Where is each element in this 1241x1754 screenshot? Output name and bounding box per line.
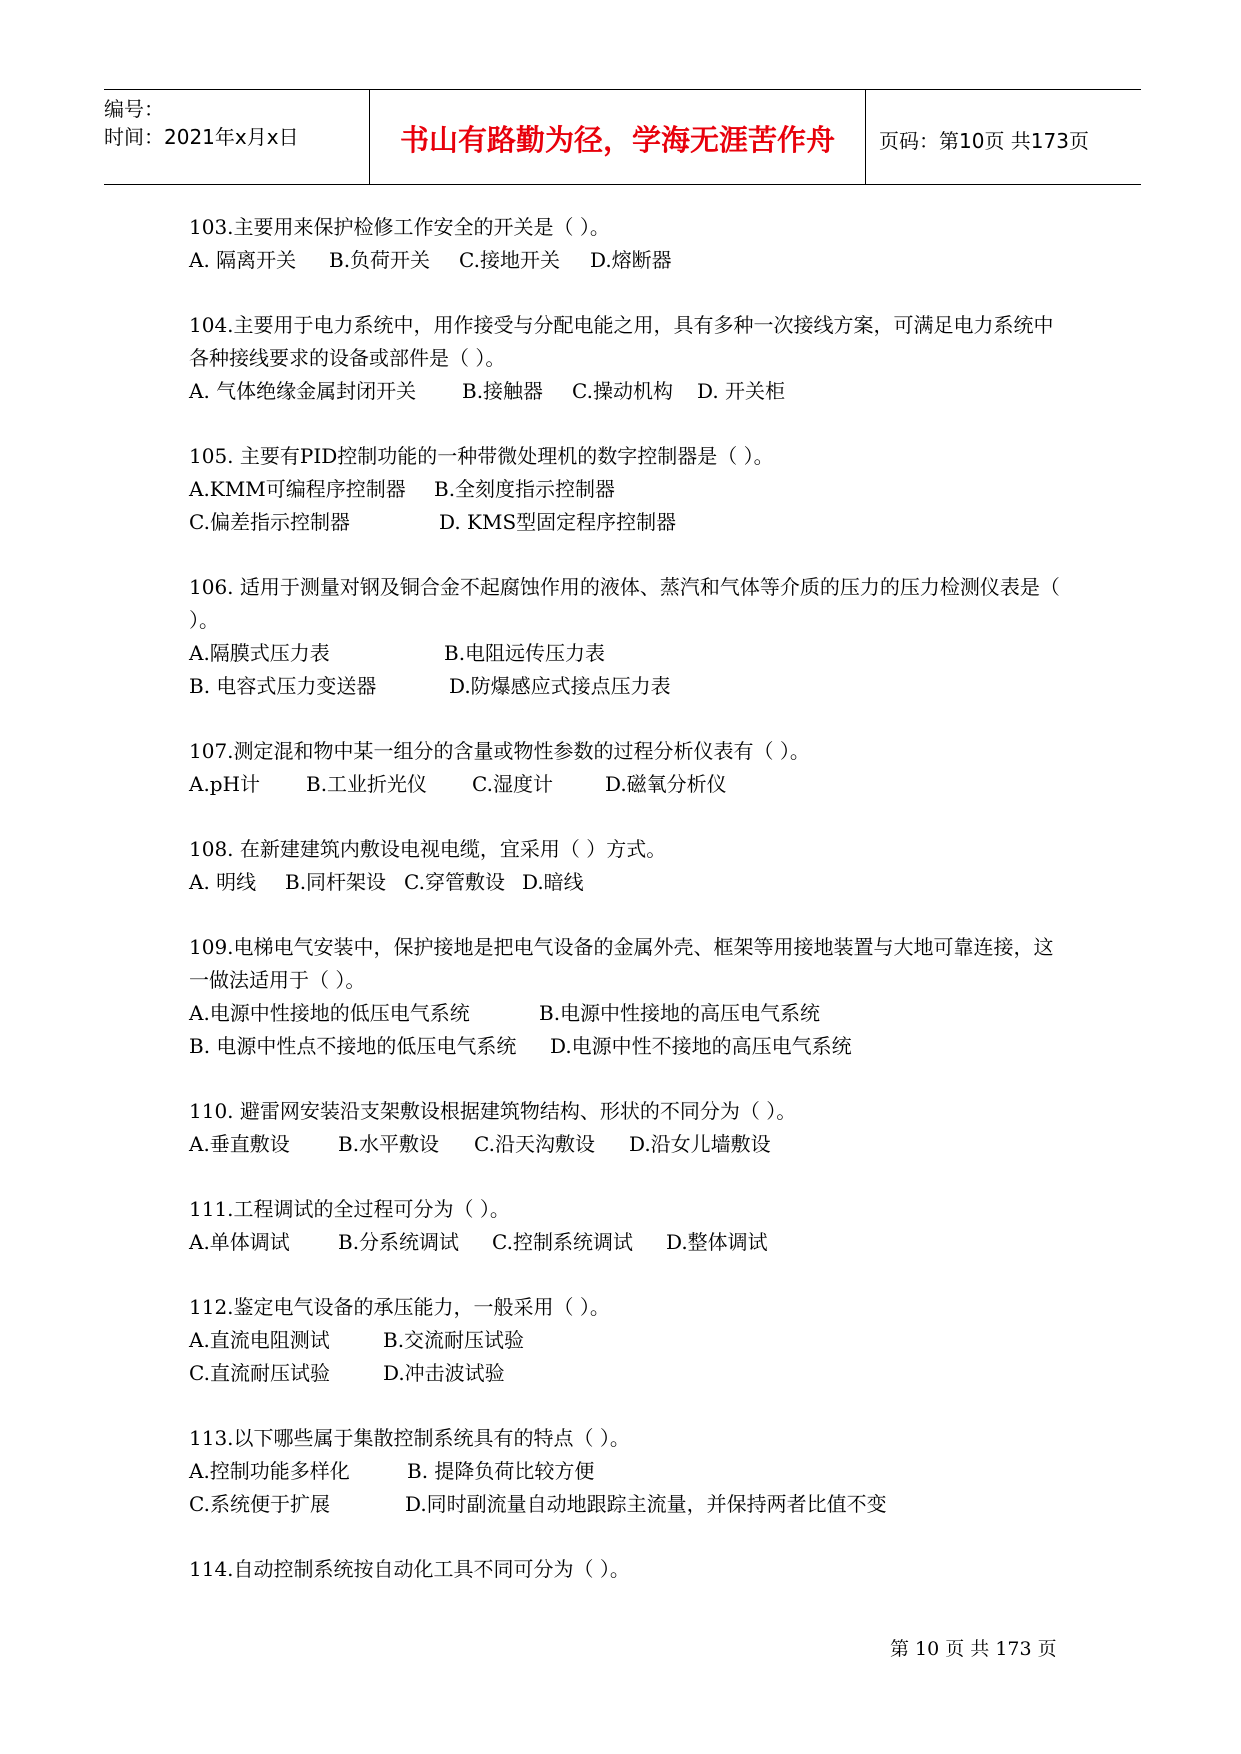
option-a: C.直流耐压试验 xyxy=(189,1361,330,1385)
option-row xyxy=(189,506,1069,539)
option-d: D.整体调试 xyxy=(666,1230,768,1254)
header-page-cell xyxy=(866,90,1141,184)
question-stem: 104.主要用于电力系统中，用作接受与分配电能之用，具有多种一次接线方案，可满足电力系统中各种接线要求的设备或部件是（ ）。 xyxy=(189,313,1054,370)
option-b: D.同时副流量自动地跟踪主流量，并保持两者比值不变 xyxy=(405,1492,887,1516)
option-row xyxy=(189,1324,1069,1357)
question-item xyxy=(189,931,1069,1063)
question-item xyxy=(189,833,1069,899)
question-stem: 112.鉴定电气设备的承压能力，一般采用（ ）。 xyxy=(189,1295,610,1319)
question-item xyxy=(189,1422,1069,1521)
question-stem: 108. 在新建建筑内敷设电视电缆，宜采用（ ）方式。 xyxy=(189,837,667,861)
option-d: D.磁氧分析仪 xyxy=(605,772,727,796)
option-c: C.穿管敷设 xyxy=(404,870,505,894)
option-c: C.接地开关 xyxy=(459,248,560,272)
question-list xyxy=(189,211,1069,1618)
option-b: B.电源中性接地的高压电气系统 xyxy=(539,1001,821,1025)
question-item xyxy=(189,440,1069,539)
question-stem: 109.电梯电气安装中，保护接地是把电气设备的金属外壳、框架等用接地装置与大地可靠连接，这一做法适用于（ ）。 xyxy=(189,935,1054,992)
option-row xyxy=(189,1030,1069,1063)
option-row xyxy=(189,997,1069,1030)
question-stem: 107.测定混和物中某一组分的含量或物性参数的过程分析仪表有（ ）。 xyxy=(189,739,810,763)
question-stem: 105. 主要有PID控制功能的一种带微处理机的数字控制器是（ ）。 xyxy=(189,444,774,468)
question-item xyxy=(189,309,1069,408)
question-item xyxy=(189,1291,1069,1390)
option-b: B.水平敷设 xyxy=(338,1132,440,1156)
question-item xyxy=(189,571,1069,703)
option-a: B. 电源中性点不接地的低压电气系统 xyxy=(189,1034,517,1058)
option-b: D.电源中性不接地的高压电气系统 xyxy=(550,1034,852,1058)
option-row xyxy=(189,1488,1069,1521)
option-c: C.操动机构 xyxy=(572,379,673,403)
option-b: B.交流耐压试验 xyxy=(383,1328,525,1352)
option-a: A.垂直敷设 xyxy=(189,1132,290,1156)
option-row xyxy=(189,1128,1069,1161)
question-stem: 106. 适用于测量对钢及铜合金不起腐蚀作用的液体、蒸汽和气体等介质的压力的压力检测仪表是（ ）。 xyxy=(189,575,1060,632)
option-c: C.沿天沟敷设 xyxy=(474,1132,595,1156)
option-row xyxy=(189,1455,1069,1488)
option-c: C.控制系统调试 xyxy=(492,1230,633,1254)
question-item xyxy=(189,1193,1069,1259)
header-motto-cell xyxy=(369,90,866,184)
option-b: B.全刻度指示控制器 xyxy=(434,477,616,501)
page-footer: 第 10 页 共 173 页 xyxy=(890,1638,1057,1660)
question-stem: 103.主要用来保护检修工作安全的开关是（ ）。 xyxy=(189,215,610,239)
question-stem: 113.以下哪些属于集散控制系统具有的特点（ ）。 xyxy=(189,1426,630,1450)
option-a: A.直流电阻测试 xyxy=(189,1328,330,1352)
option-d: D.熔断器 xyxy=(590,248,672,272)
option-a: A.单体调试 xyxy=(189,1230,290,1254)
question-item xyxy=(189,735,1069,801)
option-b: D. KMS型固定程序控制器 xyxy=(439,510,677,534)
option-row xyxy=(189,670,1069,703)
option-d: D.暗线 xyxy=(522,870,584,894)
option-row xyxy=(189,244,1069,277)
header-page-label: 页码：第10页 共173页 xyxy=(879,129,1089,153)
option-row xyxy=(189,768,1069,801)
question-item xyxy=(189,211,1069,277)
option-row xyxy=(189,1357,1069,1390)
option-b: D.防爆感应式接点压力表 xyxy=(449,674,671,698)
option-row xyxy=(189,473,1069,506)
question-item xyxy=(189,1553,1069,1586)
question-stem: 114.自动控制系统按自动化工具不同可分为（ ）。 xyxy=(189,1557,630,1581)
question-stem: 111.工程调试的全过程可分为（ ）。 xyxy=(189,1197,510,1221)
option-b: B.接触器 xyxy=(462,379,544,403)
page-header xyxy=(104,89,1141,185)
option-d: D. 开关柜 xyxy=(697,379,786,403)
option-a: B. 电容式压力变送器 xyxy=(189,674,377,698)
option-row xyxy=(189,866,1069,899)
time-label: 时间：2021年x月x日 xyxy=(104,125,299,149)
option-a: A.隔膜式压力表 xyxy=(189,641,330,665)
option-b: D.冲击波试验 xyxy=(383,1361,505,1385)
motto: 书山有路勤为径，学海无涯苦作舟 xyxy=(399,123,835,157)
option-a: C.偏差指示控制器 xyxy=(189,510,350,534)
question-item xyxy=(189,1095,1069,1161)
option-b: B.同杆架设 xyxy=(285,870,387,894)
option-a: A.电源中性接地的低压电气系统 xyxy=(189,1001,470,1025)
option-b: B. 提降负荷比较方便 xyxy=(407,1459,595,1483)
option-a: A.控制功能多样化 xyxy=(189,1459,350,1483)
option-a: A. 隔离开关 xyxy=(189,248,297,272)
option-a: C.系统便于扩展 xyxy=(189,1492,330,1516)
option-a: A.KMM可编程序控制器 xyxy=(189,477,406,501)
header-meta xyxy=(104,90,369,184)
option-c: C.湿度计 xyxy=(472,772,553,796)
option-b: B.工业折光仪 xyxy=(306,772,428,796)
option-d: D.沿女儿墙敷设 xyxy=(629,1132,771,1156)
option-a: A. 明线 xyxy=(189,870,257,894)
option-b: B.电阻远传压力表 xyxy=(444,641,606,665)
option-row xyxy=(189,637,1069,670)
option-a: A.pH计 xyxy=(189,772,261,796)
option-row xyxy=(189,1226,1069,1259)
number-label: 编号： xyxy=(104,97,164,121)
option-a: A. 气体绝缘金属封闭开关 xyxy=(189,379,417,403)
option-row xyxy=(189,375,1069,408)
option-b: B.负荷开关 xyxy=(329,248,431,272)
option-b: B.分系统调试 xyxy=(338,1230,460,1254)
question-stem: 110. 避雷网安装沿支架敷设根据建筑物结构、形状的不同分为（ ）。 xyxy=(189,1099,797,1123)
